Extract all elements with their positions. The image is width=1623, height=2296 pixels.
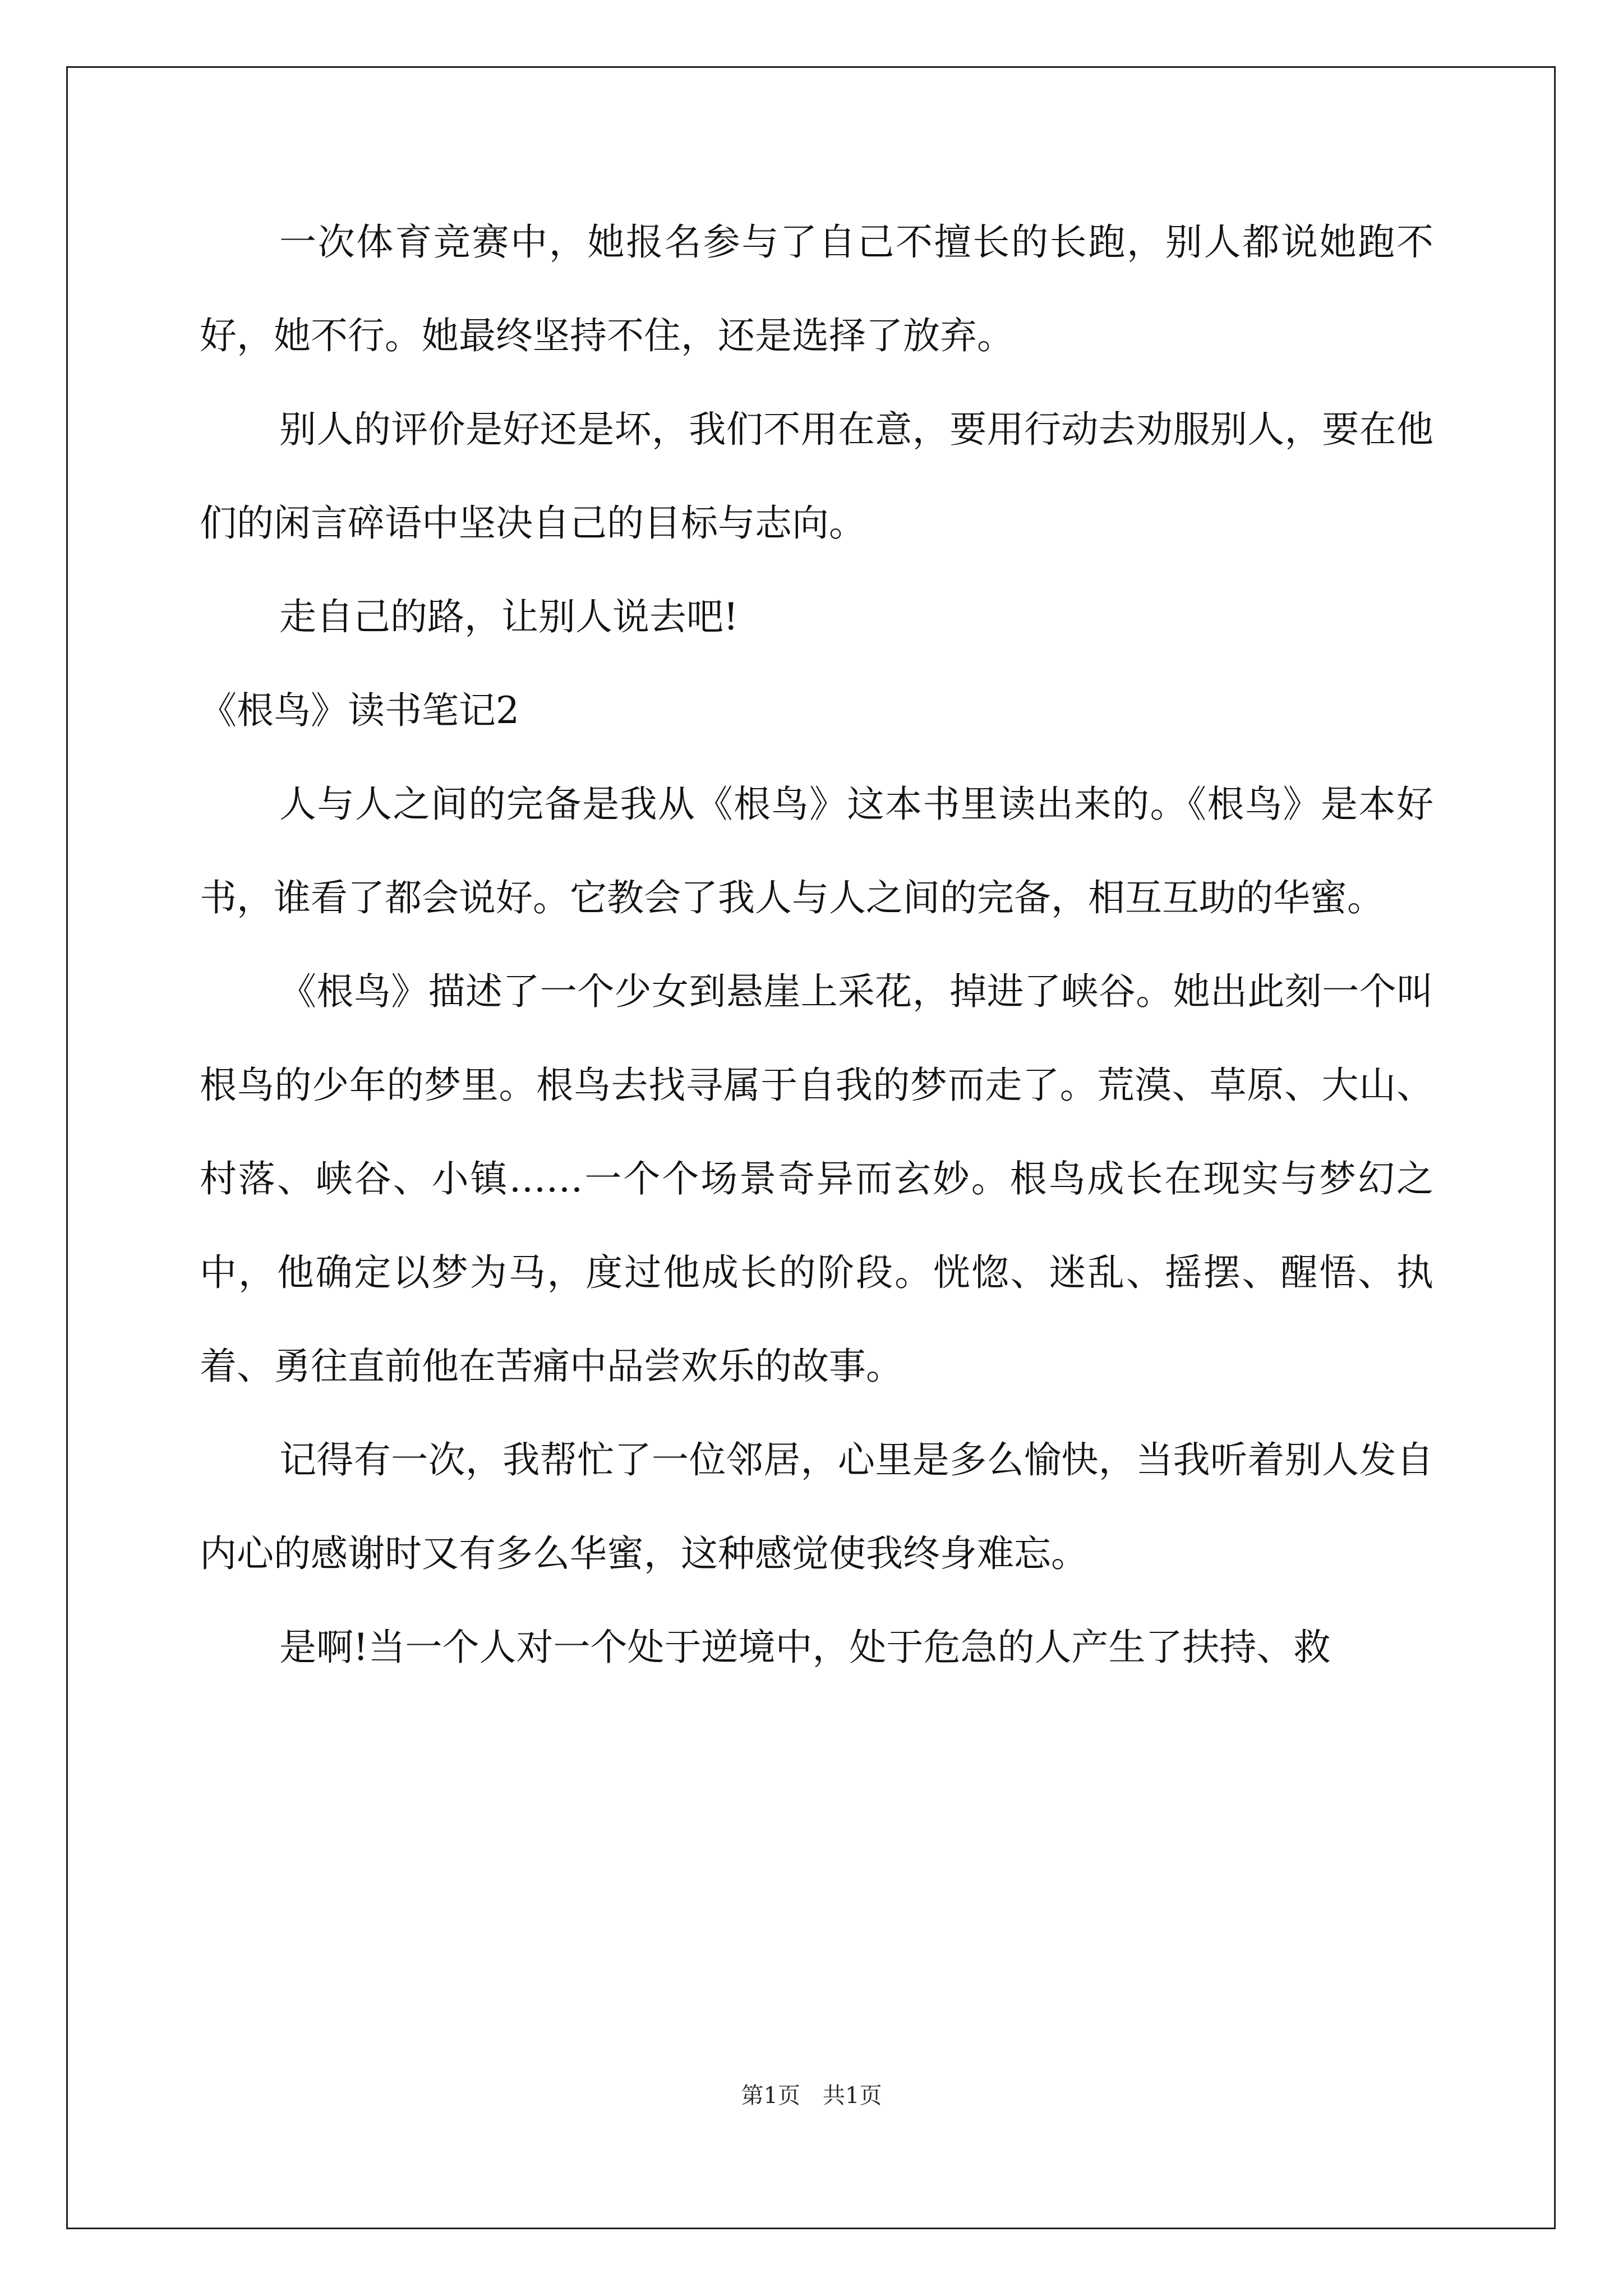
paragraph-1: 一次体育竞赛中，她报名参与了自己不擅长的长跑，别人都说她跑不好，她不行。她最终坚持不住，还是选择了放弃。 xyxy=(200,220,1433,357)
section-heading: 《根鸟》读书笔记2 xyxy=(200,689,519,732)
paragraph-5: 《根鸟》描述了一个少女到悬崖上采花，掉进了峡谷。她出此刻一个叫根鸟的少年的梦里。根鸟去找寻属于自我的梦而走了。荒漠、草原、大山、村落、峡谷、小镇……一个个场景奇异而玄妙。根鸟成长在现实与梦幻之中，他确定以梦为马，度过他成长的阶段。恍惚、迷乱、摇摆、醒悟、执着、勇往直前他在苦痛中品尝欢乐的故事。 xyxy=(200,970,1433,1388)
page-footer: 第1页 共1页 xyxy=(741,2083,882,2109)
paragraph-2: 别人的评价是好还是坏，我们不用在意，要用行动去劝服别人，要在他们的闲言碎语中坚决自己的目标与志向。 xyxy=(200,408,1433,545)
paragraph-7: 是啊!当一个人对一个处于逆境中，处于危急的人产生了扶持、救 xyxy=(279,1626,1331,1669)
paragraph-4: 人与人之间的完备是我从《根鸟》这本书里读出来的。《根鸟》是本好书，谁看了都会说好。它教会了我人与人之间的完备，相互互助的华蜜。 xyxy=(200,783,1433,919)
paragraph-3: 走自己的路，让别人说去吧! xyxy=(279,595,739,638)
document-body xyxy=(200,195,1433,1694)
paragraph-6: 记得有一次，我帮忙了一位邻居，心里是多么愉快，当我听着别人发自内心的感谢时又有多么华蜜，这种感觉使我终身难忘。 xyxy=(200,1438,1433,1575)
